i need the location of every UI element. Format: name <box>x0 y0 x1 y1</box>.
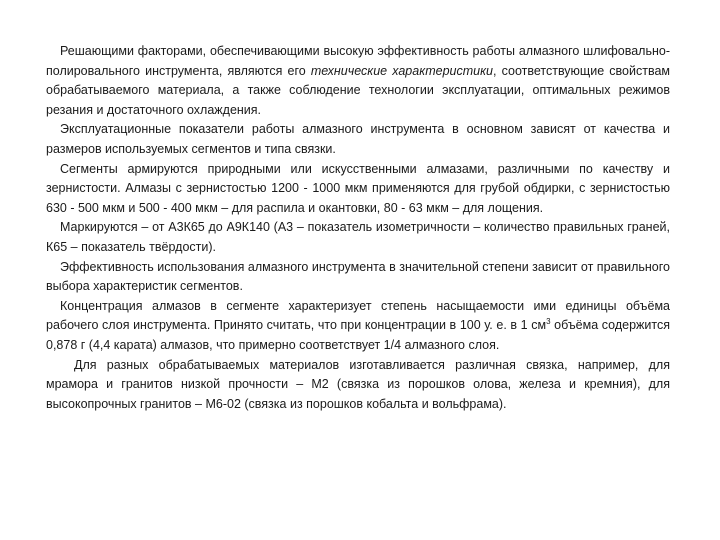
paragraph-concentration-end: объёма содержится 0,878 г (4,4 карата) алмазов, что примерно соответствует 1/4 алмазного слоя. <box>46 318 670 352</box>
technical-characteristics-emphasis: технические характеристики <box>310 63 493 78</box>
cubic-superscript: 3 <box>546 317 551 327</box>
paragraph-concentration-start: Концентрация алмазов в сегменте характеризует степень насыщаемости ими единицы объёма рабочего слоя инструмента. Принято считать, что при концентрации в 100 у. е. в 1 см <box>46 298 670 333</box>
paragraph-key-factors-start: Решающими факторами, обеспечивающими высокую эффективность работы алмазного шлифовально-полировального инструмента, являются его <box>46 44 670 78</box>
paragraph-bond-types: Для разных обрабатываемых материалов изготавливается различная связка, например, для мрамора и гранитов низкой прочности – М2 (связка из порошков олова, железа и кремния), для высокопрочных гранитов – М6-02 (связка из порошков кобальта и вольфрама). <box>46 357 670 411</box>
paragraph-operational-indicators: Эксплуатационные показатели работы алмазного инструмента в основном зависят от качества и размеров используемых сегментов и типа связки. <box>46 122 670 156</box>
paragraph-efficiency: Эффективность использования алмазного инструмента в значительной степени зависит от правильного выбора характеристик сегментов. <box>46 259 670 294</box>
paragraph-key-factors <box>46 42 670 120</box>
slide-text-body <box>46 42 670 414</box>
paragraph-marking: Маркируются – от А3К65 до А9К140 (А3 – показатель изометричности – количество правильных граней, К65 – показатель твёрдости). <box>46 220 670 254</box>
paragraph-concentration <box>46 297 670 356</box>
paragraph-segments-grit: Сегменты армируются природными или искусственными алмазами, различными по качеству и зернистости. Алмазы с зернистостью 1200 - 1000 мкм применяются для грубой обдирки, с зернистостью 630 - 500 мкм и 500 - 400 мкм – для распила и окантовки, 80 - 63 мкм – для лощения. <box>46 161 670 215</box>
paragraph-key-factors-end: , соответствующие свойствам обрабатываемого материала, а также соблюдение технологии эксплуатации, оптимальных режимов резания и достаточного охлаждения. <box>46 63 670 117</box>
